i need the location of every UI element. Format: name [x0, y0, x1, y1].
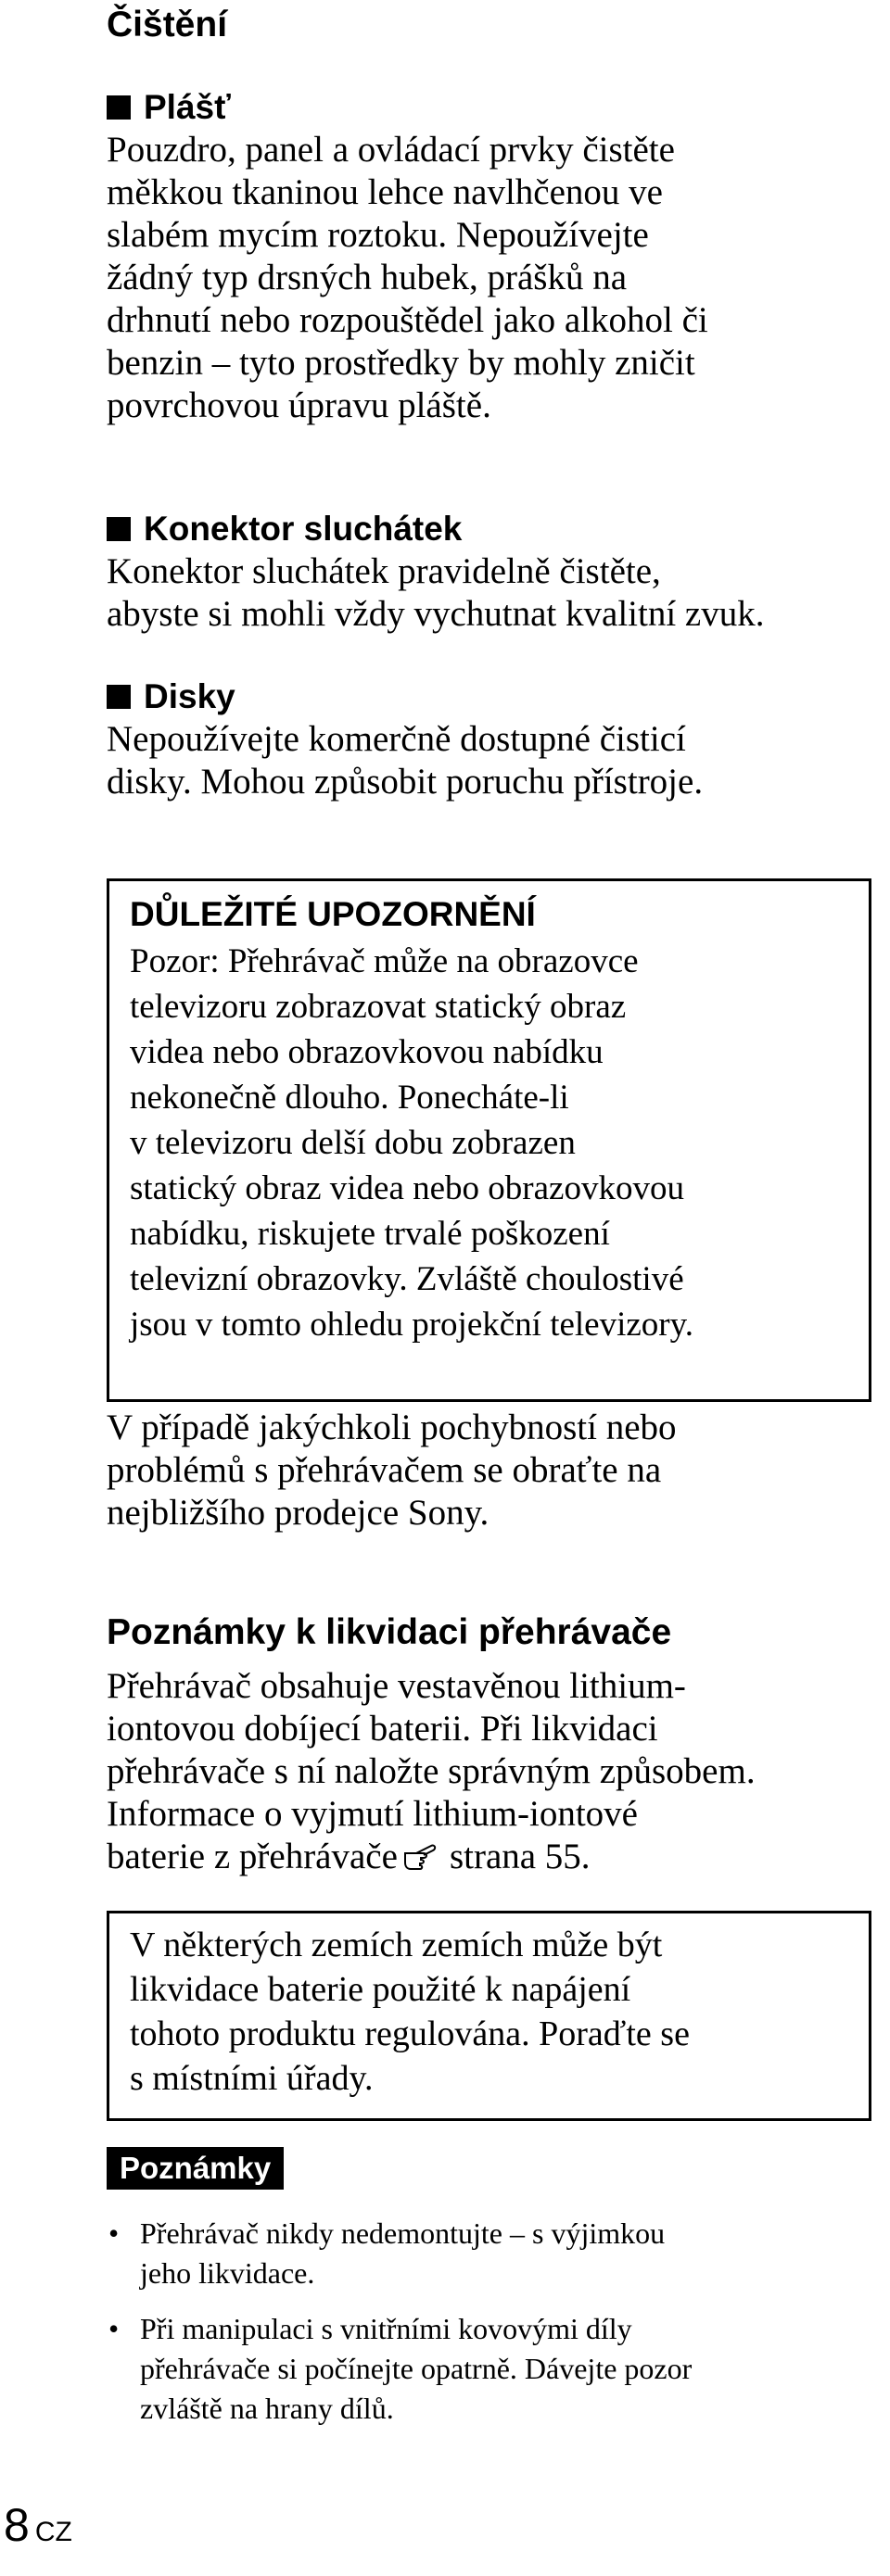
discs-subheading — [107, 676, 235, 717]
list-item — [107, 2214, 885, 2293]
note-text: Při manipulaci s vnitřními kovovými díly přehrávače si počínejte opatrně. Dávejte pozor zvláště na hrany dílů. — [140, 2312, 693, 2425]
square-bullet-icon — [107, 685, 131, 709]
bullet-dot: • — [108, 2216, 120, 2250]
disposal-heading: Poznámky k likvidaci přehrávače — [107, 1612, 672, 1652]
notes-label: Poznámky — [107, 2147, 284, 2190]
square-bullet-icon — [107, 95, 131, 120]
housing-text: Pouzdro, panel a ovládací prvky čistěte měkkou tkaninou lehce navlhčenou ve slabém mycím roztoku. Nepoužívejte žádný typ drsných hubek, prášků na drhnutí nebo rozpouštědel jako alkohol či benzin – tyto prostředky by mohly zničit povrchovou úpravu pláště. — [107, 130, 708, 425]
square-bullet-icon — [107, 517, 131, 541]
pointing-hand-icon — [403, 1839, 440, 1871]
cleaning-heading: Čištění — [107, 5, 228, 44]
page-number — [4, 2499, 72, 2551]
discs-text: Nepoužívejte komerčně dostupné čisticí disky. Mohou způsobit poruchu přístroje. — [107, 719, 704, 802]
contact-dealer-text: V případě jakýchkoli pochybností nebo problémů s přehrávačem se obraťte na nejbližšího prodejce Sony. — [107, 1408, 677, 1533]
headphone-jack-text: Konektor sluchátek pravidelně čistěte, abyste si mohli vždy vychutnat kvalitní zvuk. — [107, 551, 765, 634]
page-language-code: CZ — [34, 2517, 72, 2547]
disposal-text — [107, 1665, 756, 1878]
bullet-dot: • — [108, 2312, 120, 2345]
housing-subheading-text: Plášť — [144, 88, 231, 126]
important-notice-text: Pozor: Přehrávač může na obrazovce televizoru zobrazovat statický obraz videa nebo obrazovkovou nabídku nekonečně dlouho. Ponecháte-li v televizoru delší dobu zobrazen statický obraz videa nebo obrazovkovou nabídku, riskujete trvalé poškození televizní obrazovky. Zvláště choulostivé jsou v tomto ohledu projekční televizory. — [130, 942, 693, 1345]
housing-subheading — [107, 87, 231, 128]
discs-subheading-text: Disky — [144, 677, 235, 715]
important-notice-title: DŮLEŽITÉ UPOZORNĚNÍ — [130, 895, 536, 933]
disposal-text-reference: strana 55. — [449, 1837, 591, 1876]
headphone-jack-subheading-text: Konektor sluchátek — [144, 510, 463, 548]
note-text: Přehrávač nikdy nedemontujte – s výjimkou jeho likvidace. — [140, 2216, 666, 2290]
important-notice-box — [107, 878, 871, 1402]
list-item — [107, 2309, 885, 2429]
notes-list — [107, 2214, 885, 2444]
headphone-jack-subheading — [107, 509, 462, 549]
disposal-text-main: Přehrávač obsahuje vestavěnou lithium- iontovou dobíjecí baterii. Při likvidaci přehrávače s ní naložte správným způsobem. Informace o vyjmutí lithium-iontové baterie z přehrávače — [107, 1666, 756, 1876]
disposal-regulation-text: V některých zemích zemích může být likvidace baterie použité k napájení tohoto produktu regulována. Poraďte se s místními úřady. — [130, 1926, 690, 2098]
page-number-value: 8 — [4, 2499, 30, 2551]
disposal-regulation-box — [107, 1911, 871, 2121]
